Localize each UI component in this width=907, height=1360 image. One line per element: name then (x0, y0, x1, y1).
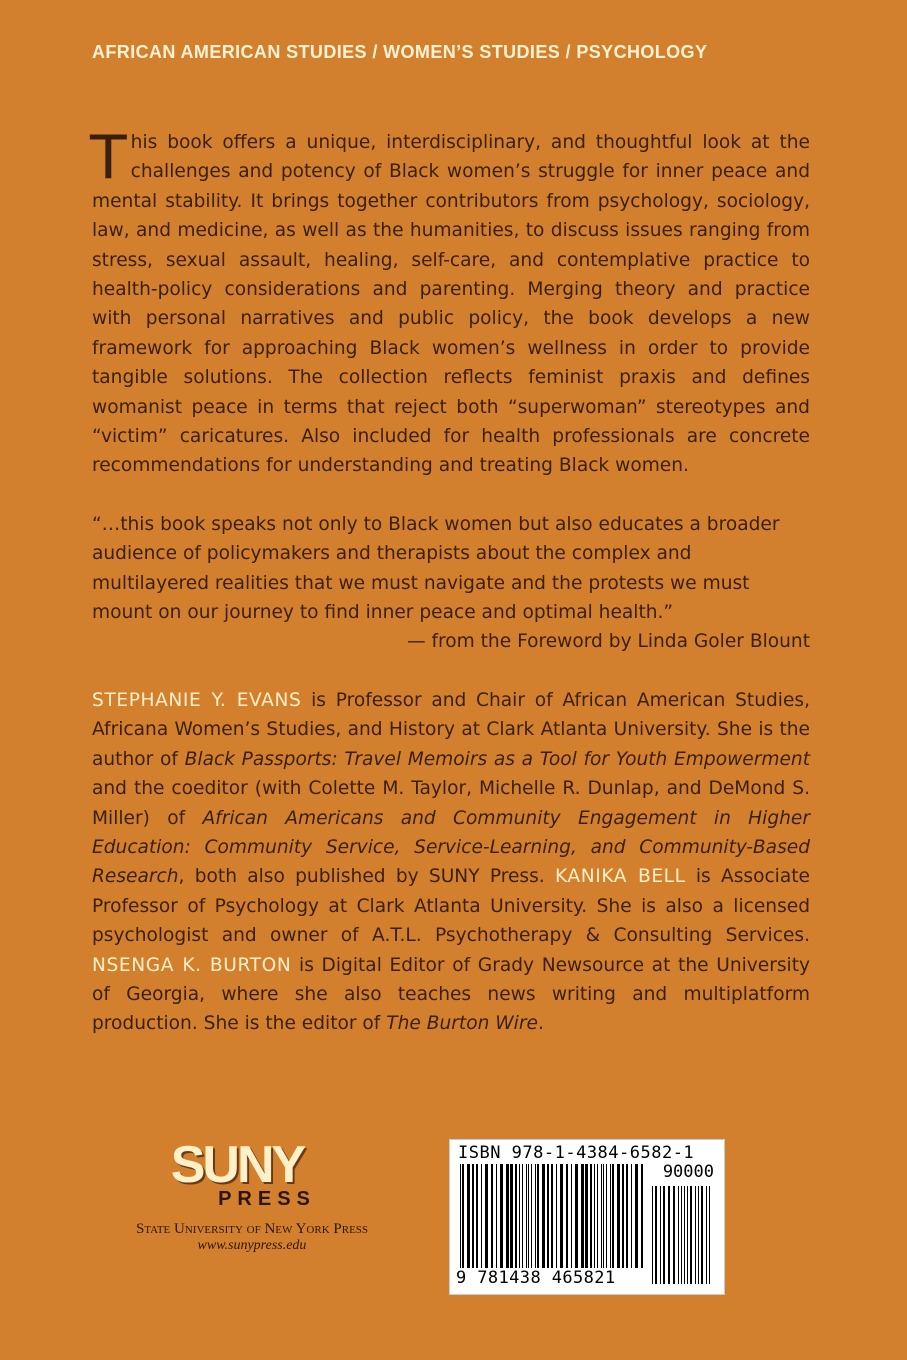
barcode-bar (663, 1186, 665, 1284)
barcode-bar (603, 1164, 604, 1268)
barcode-bar (678, 1186, 679, 1284)
barcode-bar (506, 1164, 509, 1268)
description-text: his book offers a unique, interdisciplinary, and thoughtful look at the challenges and potency of Black women’s struggle for inner peace and mental stability. It brings together contributors from psychology, sociology, law, and medicine, as well as the humanities, to discuss issues ranging from stress, sexual assault, healing, self-care, and contemplative practice to health-policy considerations and parenting. Merging theory and practice with personal narratives and public policy, the book develops a new framework for approaching Black women’s wellness in order to provide tangible solutions. The collection reflects feminist praxis and defines womanist peace in terms that reject both “superwoman” stereotypes and “victim” caricatures. Also included for health professionals are concrete recommendations for understanding and treating Black women. (92, 132, 810, 477)
publisher-url: www.sunypress.edu (197, 1238, 307, 1253)
barcode-bar (515, 1164, 517, 1268)
barcode-bar (706, 1186, 707, 1284)
logo-suny-text: SUNY (170, 1136, 304, 1194)
barcode-bar (537, 1164, 539, 1268)
barcode-bar (460, 1164, 461, 1268)
barcode-bar (641, 1164, 643, 1268)
barcode-bar (571, 1164, 572, 1268)
barcode-bar (556, 1164, 557, 1268)
bio-text: . (537, 1013, 544, 1035)
barcode-bar (673, 1186, 675, 1284)
barcode-bar (698, 1186, 699, 1284)
book-title: African Americans and Community Engagement in Higher Education: Community Service, Service-Learning, and Community-Based Research (92, 807, 810, 888)
barcode-bar (519, 1164, 520, 1268)
barcode-bar (701, 1186, 703, 1284)
barcode-bar (652, 1186, 653, 1284)
barcode-bar (467, 1164, 470, 1268)
barcode-bar (594, 1164, 595, 1268)
barcode-bar (566, 1164, 568, 1268)
bio-text: is Professor and Chair of African American Studies, Africana Women’s Studies, and History at Clark Atlanta University. She is the author of (92, 690, 810, 770)
isbn-barcode (449, 1139, 725, 1295)
book-title: The Burton Wire (386, 1013, 538, 1035)
price-code: 90000 (662, 1162, 714, 1182)
bio-text: is Digital Editor of Grady Newsource at the University of Georgia, where she also teaches news writing and multiplatform production. She is the editor of (92, 954, 810, 1035)
barcode-bar (491, 1164, 493, 1268)
barcode-bar (626, 1164, 628, 1268)
logo-press-text: PRESS (218, 1188, 316, 1210)
publisher-name: State University of New York Press (135, 1221, 369, 1237)
barcode-bar (485, 1164, 488, 1268)
barcode-bar (481, 1164, 482, 1268)
barcode-bar (709, 1186, 710, 1284)
author-name-bell: KANIKA BELL (554, 866, 686, 888)
bio-text: , both also published by SUNY Press. (178, 866, 555, 888)
barcode-bar (500, 1164, 503, 1268)
barcode-bar (655, 1186, 657, 1284)
barcode-bar (631, 1164, 632, 1268)
barcode-bar (597, 1164, 598, 1268)
barcode-bar (660, 1186, 661, 1284)
barcode-bar (528, 1164, 529, 1268)
barcode-bar (585, 1164, 588, 1268)
barcode-bar (622, 1164, 624, 1268)
barcode-bar (684, 1186, 685, 1284)
barcode-bar (687, 1186, 688, 1284)
barcode-bar (510, 1164, 513, 1268)
barcode-bar (581, 1164, 584, 1268)
author-name-evans: STEPHANIE Y. EVANS (92, 690, 302, 711)
barcode-bar (617, 1164, 620, 1268)
barcode-bar (476, 1164, 478, 1268)
barcode-bar (668, 1186, 670, 1284)
barcode-bar (610, 1164, 611, 1268)
barcode-bar (472, 1164, 474, 1268)
barcode-bar (462, 1164, 464, 1268)
barcode-bar (547, 1164, 549, 1268)
bio-text: is Associate Professor of Psychology at Clark Atlanta University. She is also a licensed psychologist and owner of A.T.L. Psychotherapy & Consulting Services. (92, 866, 810, 947)
barcode-bar (560, 1164, 563, 1268)
barcode-bar (575, 1164, 578, 1268)
author-bios (92, 686, 810, 1039)
book-title: Black Passports: Travel Memoirs as a Tool for Youth Empowerment (184, 748, 810, 770)
barcode-bar (535, 1164, 536, 1268)
bio-text: and the coeditor (with Colette M. Taylor, Michelle R. Dunlap, and DeMond S. Miller) of (92, 778, 810, 829)
barcode-bar (695, 1186, 696, 1284)
barcode-digits: 9 781438 465821 (456, 1268, 616, 1288)
barcode-bar (496, 1164, 497, 1268)
barcode-bar (590, 1164, 592, 1268)
barcode-bar (606, 1164, 607, 1268)
suny-press-logo (92, 1136, 382, 1254)
category-heading: AFRICAN AMERICAN STUDIES / WOMEN’S STUDIES / PSYCHOLOGY (92, 42, 708, 62)
book-description (90, 123, 810, 481)
isbn-number: ISBN 978-1-4384-6582-1 (458, 1143, 695, 1163)
barcode-bar (690, 1186, 692, 1284)
quote-attribution: — from the Foreword by Linda Goler Blount (406, 631, 810, 652)
barcode-bar (531, 1164, 532, 1268)
foreword-quote: “…this book speaks not only to Black women but also educates a broader audience of policymakers and therapists about the complex and multilayered realities that we must navigate and the protests we must mount on our journey to find inner peace and optimal health.” (92, 514, 780, 624)
drop-cap: T (90, 123, 127, 193)
barcode-bar (551, 1164, 553, 1268)
barcode-bar (612, 1164, 614, 1268)
barcode-bar (635, 1164, 638, 1268)
barcode-bar (526, 1164, 527, 1268)
barcode-bar (522, 1164, 523, 1268)
author-name-burton: NSENGA K. BURTON (92, 954, 292, 976)
barcode-bar (601, 1164, 602, 1268)
barcode-bar (542, 1164, 545, 1268)
barcode-bar (681, 1186, 682, 1284)
